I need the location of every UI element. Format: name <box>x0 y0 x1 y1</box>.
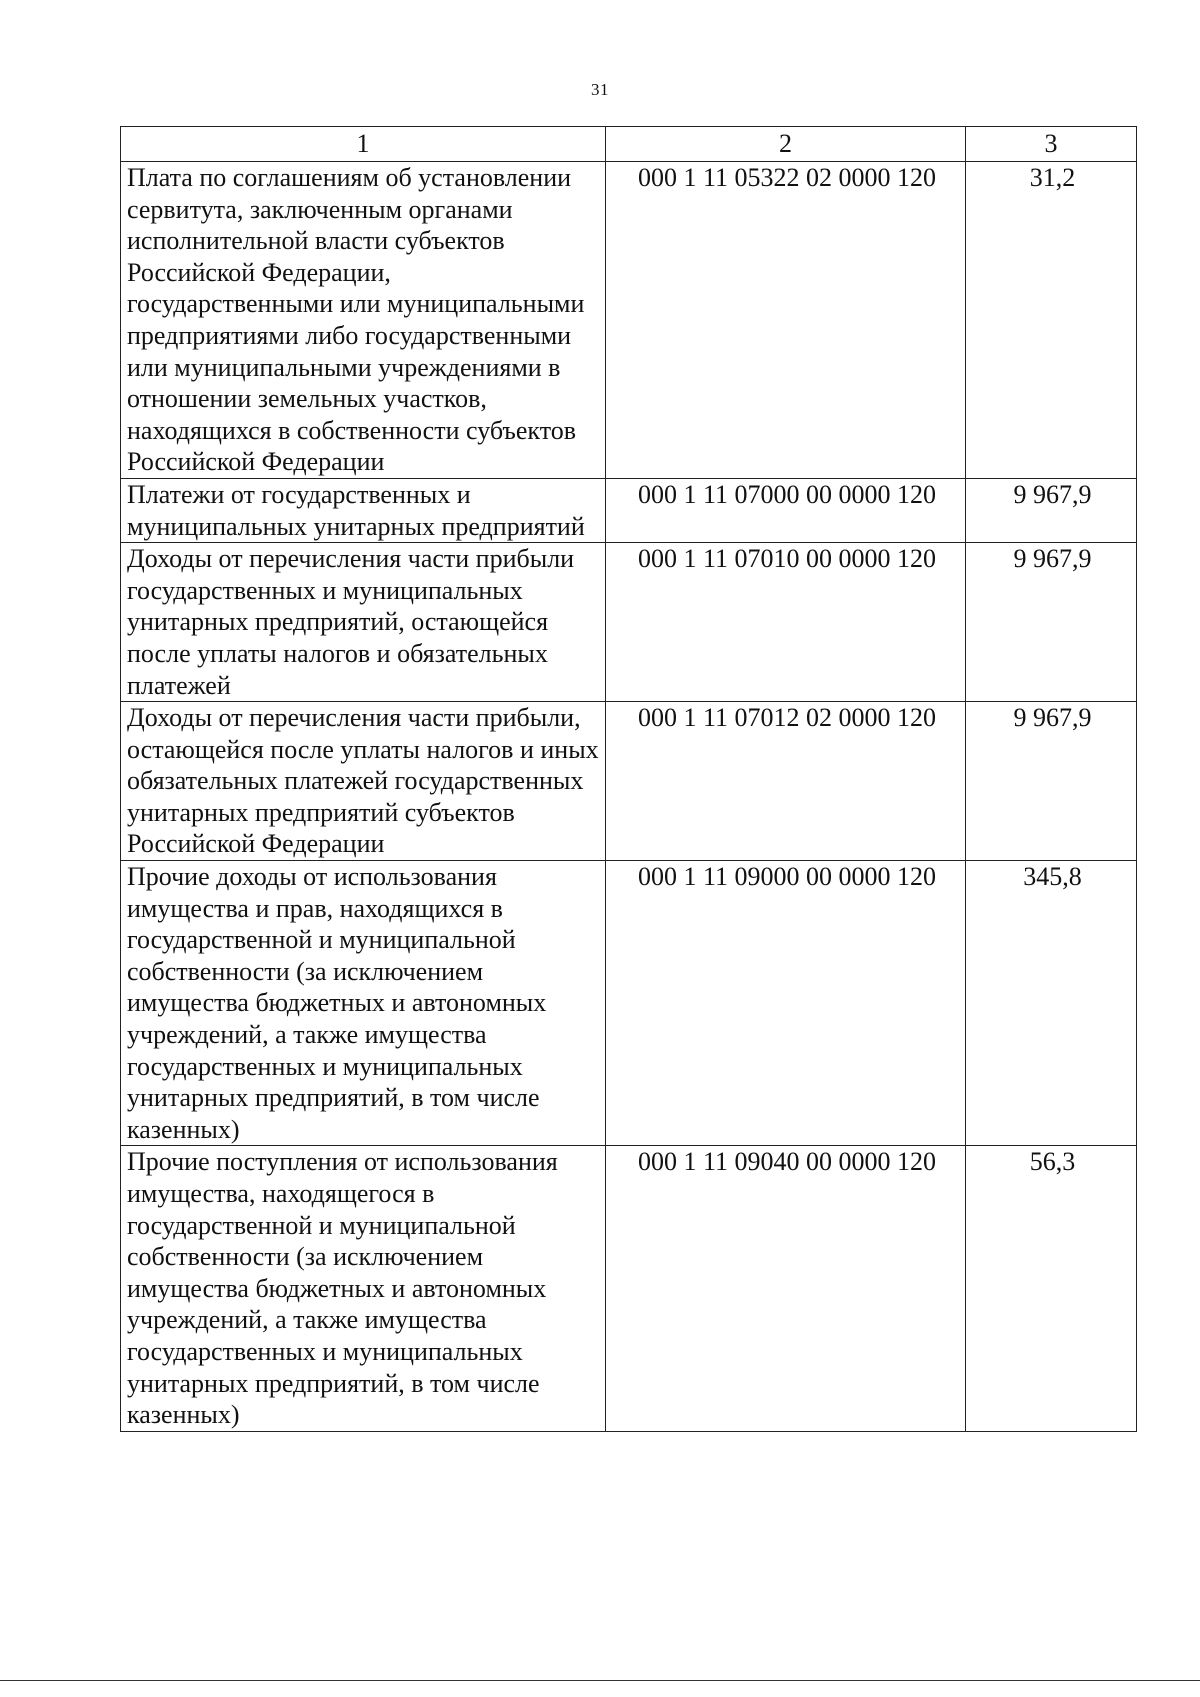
income-name-cell: Доходы от перечисления части прибыли государственных и муниципальных унитарных предприятий, остающейся после уплаты налогов и обязательных платежей <box>121 543 606 702</box>
table-row <box>121 162 1137 479</box>
bottom-rule <box>0 1680 1200 1681</box>
table-row <box>121 478 1137 542</box>
amount-cell: 9 967,9 <box>966 478 1137 542</box>
table-row <box>121 861 1137 1146</box>
amount-cell: 56,3 <box>966 1146 1137 1431</box>
income-name-cell: Доходы от перечисления части прибыли, остающейся после уплаты налогов и иных обязательных платежей государственных унитарных предприятий субъектов Российской Федерации <box>121 702 606 861</box>
revenue-table <box>120 126 1137 1432</box>
page-number: 31 <box>591 80 609 99</box>
table-row <box>121 702 1137 861</box>
income-name-cell: Прочие доходы от использования имущества и прав, находящихся в государственной и муниципальной собственности (за исключением имущества бюджетных и автономных учреждений, а также имущества государственных и муниципальных унитарных предприятий, в том числе казенных) <box>121 861 606 1146</box>
income-name-cell: Прочие поступления от использования имущества, находящегося в государственной и муниципальной собственности (за исключением имущества бюджетных и автономных учреждений, а также имущества государственных и муниципальных унитарных предприятий, в том числе казенных) <box>121 1146 606 1431</box>
table-row <box>121 543 1137 702</box>
column-header-1: 1 <box>121 127 606 162</box>
amount-cell: 345,8 <box>966 861 1137 1146</box>
table-row <box>121 1146 1137 1431</box>
budget-code-cell: 000 1 11 07000 00 0000 120 <box>606 478 966 542</box>
column-header-2: 2 <box>606 127 966 162</box>
column-header-3: 3 <box>966 127 1137 162</box>
budget-code-cell: 000 1 11 05322 02 0000 120 <box>606 162 966 479</box>
budget-code-cell: 000 1 11 09000 00 0000 120 <box>606 861 966 1146</box>
table-header-row <box>121 127 1137 162</box>
amount-cell: 31,2 <box>966 162 1137 479</box>
income-name-cell: Платежи от государственных и муниципальных унитарных предприятий <box>121 478 606 542</box>
budget-code-cell: 000 1 11 09040 00 0000 120 <box>606 1146 966 1431</box>
amount-cell: 9 967,9 <box>966 702 1137 861</box>
budget-code-cell: 000 1 11 07012 02 0000 120 <box>606 702 966 861</box>
income-name-cell: Плата по соглашениям об установлении сервитута, заключенным органами исполнительной власти субъектов Российской Федерации, государственными или муниципальными предприятиями либо государственными или муниципальными учреждениями в отношении земельных участков, находящихся в собственности субъектов Российской Федерации <box>121 162 606 479</box>
budget-code-cell: 000 1 11 07010 00 0000 120 <box>606 543 966 702</box>
amount-cell: 9 967,9 <box>966 543 1137 702</box>
